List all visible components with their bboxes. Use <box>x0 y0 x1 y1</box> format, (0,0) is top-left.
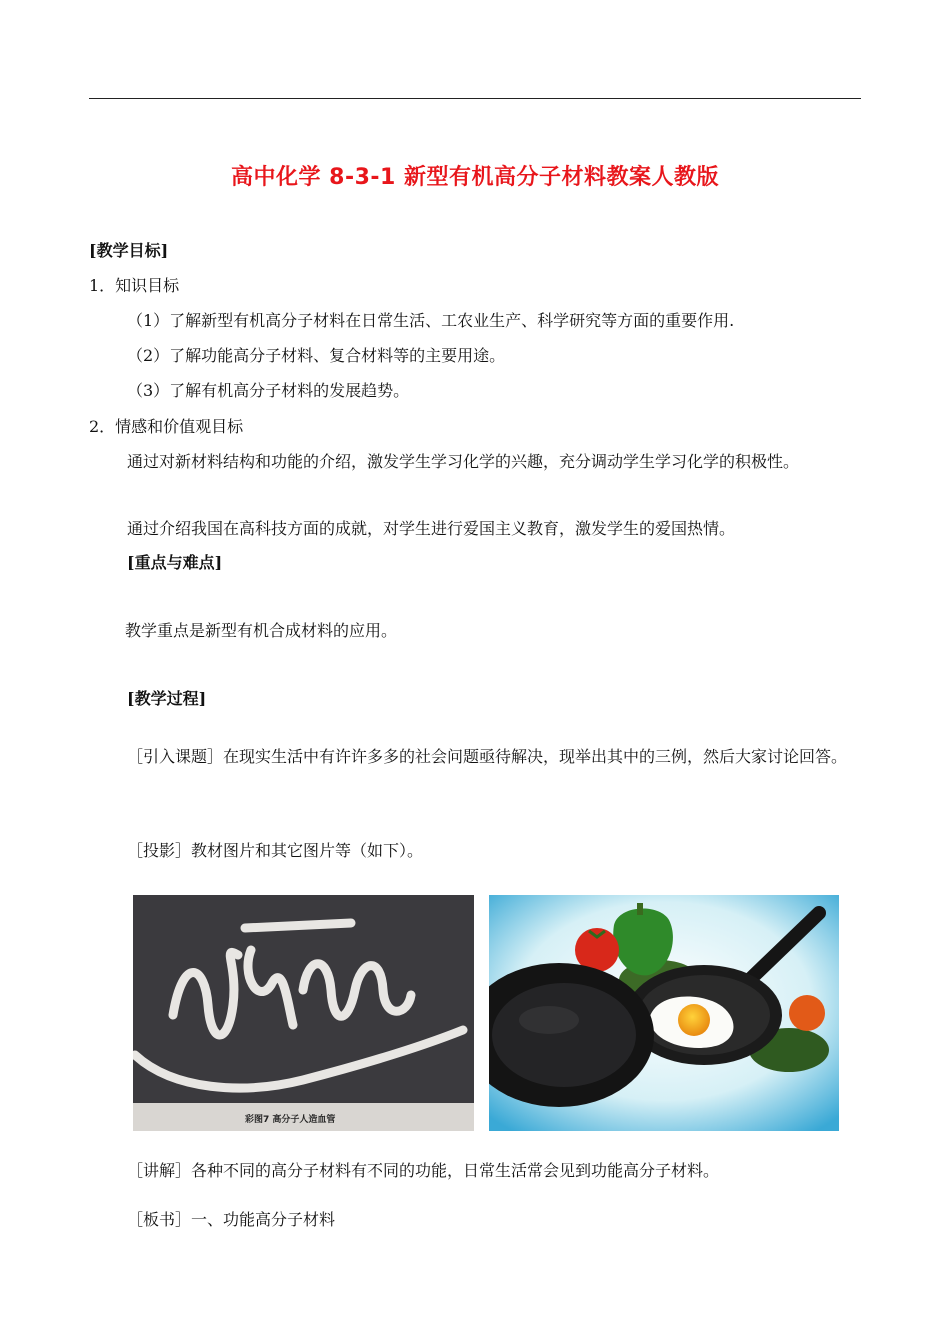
key-points-heading: [重点与难点] <box>127 553 223 572</box>
board-line: ［板书］一、功能高分子材料 <box>127 1210 336 1229</box>
process-heading: [教学过程] <box>127 689 207 708</box>
knowledge-goal-heading: 1．知识目标 <box>89 276 180 295</box>
knowledge-goal-2: （2）了解功能高分子材料、复合材料等的主要用途。 <box>127 346 506 365</box>
emotion-goal-paragraph-2: 通过介绍我国在高科技方面的成就，对学生进行爱国主义教育，激发学生的爱国热情。 <box>127 519 736 538</box>
key-point-text: 教学重点是新型有机合成材料的应用。 <box>125 621 398 640</box>
document-title: 高中化学 8-3-1 新型有机高分子材料教案人教版 <box>230 165 719 190</box>
knowledge-goal-1: （1）了解新型有机高分子材料在日常生活、工农业生产、科学研究等方面的重要作用. <box>127 311 735 330</box>
emotion-goal-paragraph-1: 通过对新材料结构和功能的介绍，激发学生学习化学的兴趣，充分调动学生学习化学的积极性。 <box>127 452 800 471</box>
nonstick-pan-photo <box>489 895 839 1131</box>
artificial-vessel-illustration <box>133 895 474 1131</box>
header-rule <box>89 98 861 99</box>
intro-paragraph: ［引入课题］在现实生活中有许许多多的社会问题亟待解决，现举出其中的三例，然后大家讨论回答。 <box>127 747 848 766</box>
figure-caption: 彩图7 高分子人造血管 <box>245 1115 336 1125</box>
goals-heading: [教学目标] <box>89 241 169 260</box>
projection-line: ［投影］教材图片和其它图片等（如下）。 <box>127 841 424 860</box>
artificial-vessel-photo <box>133 895 474 1131</box>
emotion-goal-heading: 2．情感和价值观目标 <box>89 417 244 436</box>
knowledge-goal-3: （3）了解有机高分子材料的发展趋势。 <box>127 381 410 400</box>
explain-line: ［讲解］各种不同的高分子材料有不同的功能，日常生活常会见到功能高分子材料。 <box>127 1161 720 1180</box>
nonstick-pan-illustration <box>489 895 839 1131</box>
